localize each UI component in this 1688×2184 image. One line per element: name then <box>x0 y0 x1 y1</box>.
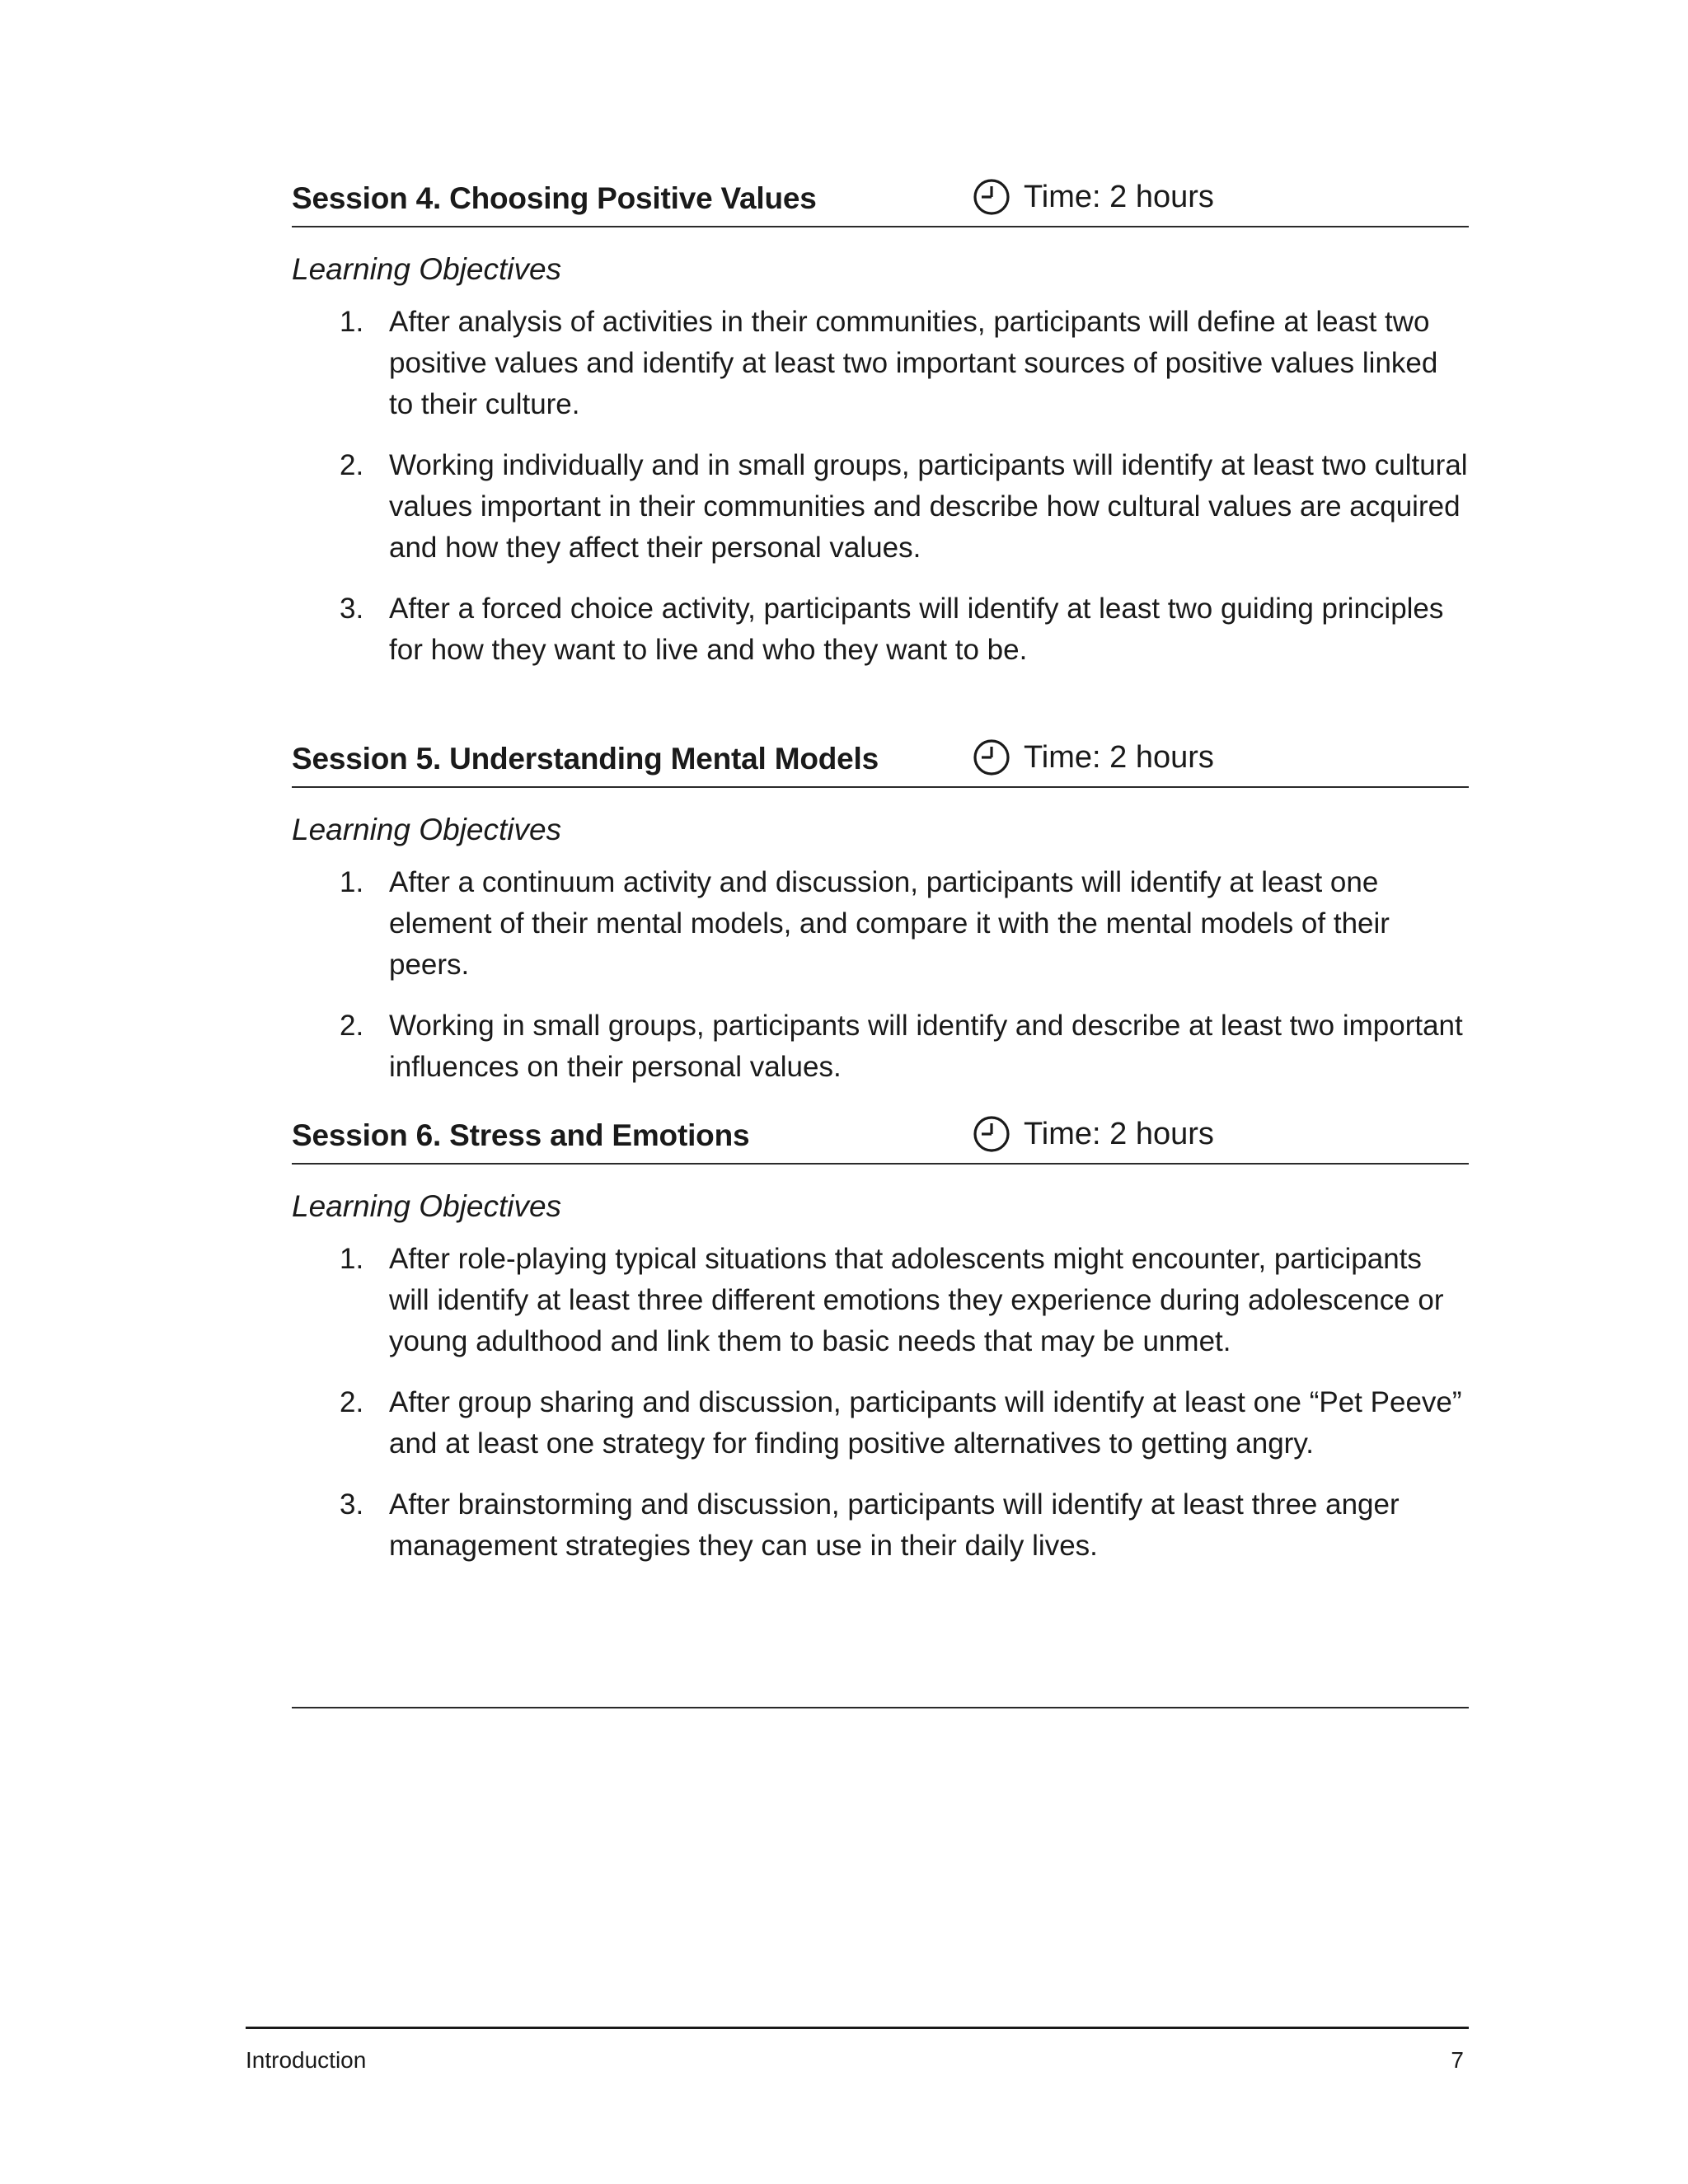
session-title: Session 6. Stress and Emotions <box>292 1118 750 1152</box>
objectives-heading: Learning Objectives <box>292 813 562 846</box>
objectives-list <box>292 302 1469 671</box>
session-header <box>292 175 1469 227</box>
session-time <box>973 178 1214 216</box>
list-item <box>292 862 1469 986</box>
list-item <box>292 445 1469 569</box>
time-text: Time: 2 hours <box>1024 1116 1214 1151</box>
list-item <box>292 588 1469 671</box>
footer-divider <box>246 2027 1469 2029</box>
item-number: 1. <box>340 306 364 338</box>
list-item <box>292 1382 1469 1465</box>
item-number: 2. <box>340 449 364 481</box>
item-number: 2. <box>340 1386 364 1418</box>
time-text: Time: 2 hours <box>1024 179 1214 214</box>
item-number: 1. <box>340 866 364 898</box>
item-text: Working in small groups, participants will identify and describe at least two important influences on their personal values. <box>389 1010 1463 1083</box>
item-text: After analysis of activities in their communities, participants will define at least two positive values and identify at least two important sources of positive values linked to their culture. <box>389 306 1438 420</box>
time-text: Time: 2 hours <box>1024 739 1214 775</box>
item-number: 3. <box>340 1488 364 1521</box>
list-item <box>292 1484 1469 1567</box>
session-6 <box>292 1112 1469 1586</box>
list-item <box>292 1239 1469 1362</box>
list-item <box>292 302 1469 425</box>
session-header <box>292 735 1469 788</box>
objectives-heading: Learning Objectives <box>292 252 562 286</box>
session-4 <box>292 175 1469 691</box>
item-text: After brainstorming and discussion, participants will identify at least three anger management strategies they can use in their daily lives. <box>389 1488 1400 1562</box>
objectives-list <box>292 862 1469 1088</box>
clock-icon <box>973 1115 1010 1153</box>
item-text: After group sharing and discussion, participants will identify at least one “Pet Peeve” and at least one strategy for finding positive alternatives to getting angry. <box>389 1386 1462 1460</box>
item-number: 3. <box>340 593 364 625</box>
item-number: 1. <box>340 1243 364 1275</box>
clock-icon <box>973 178 1010 216</box>
session-5 <box>292 735 1469 1108</box>
page-number: 7 <box>1451 2047 1464 2073</box>
section-divider <box>292 1707 1469 1708</box>
footer-section-name: Introduction <box>246 2047 367 2073</box>
item-number: 2. <box>340 1010 364 1042</box>
item-text: After a forced choice activity, participants will identify at least two guiding principles for how they want to live and who they want to be. <box>389 593 1444 666</box>
session-header <box>292 1112 1469 1165</box>
objectives-heading: Learning Objectives <box>292 1189 562 1223</box>
item-text: After role-playing typical situations that adolescents might encounter, participants will identify at least three different emotions they experience during adolescence or young adulthood and link them to basic needs that may be unmet. <box>389 1243 1444 1357</box>
item-text: Working individually and in small groups, participants will identify at least two cultural values important in their communities and describe how cultural values are acquired and how they affect their personal values. <box>389 449 1468 564</box>
clock-icon <box>973 738 1010 776</box>
session-title: Session 4. Choosing Positive Values <box>292 181 817 215</box>
objectives-list <box>292 1239 1469 1567</box>
item-text: After a continuum activity and discussion, participants will identify at least one element of their mental models, and compare it with the mental models of their peers. <box>389 866 1390 981</box>
session-time <box>973 738 1214 776</box>
session-title: Session 5. Understanding Mental Models <box>292 742 879 776</box>
list-item <box>292 1005 1469 1088</box>
session-time <box>973 1115 1214 1153</box>
